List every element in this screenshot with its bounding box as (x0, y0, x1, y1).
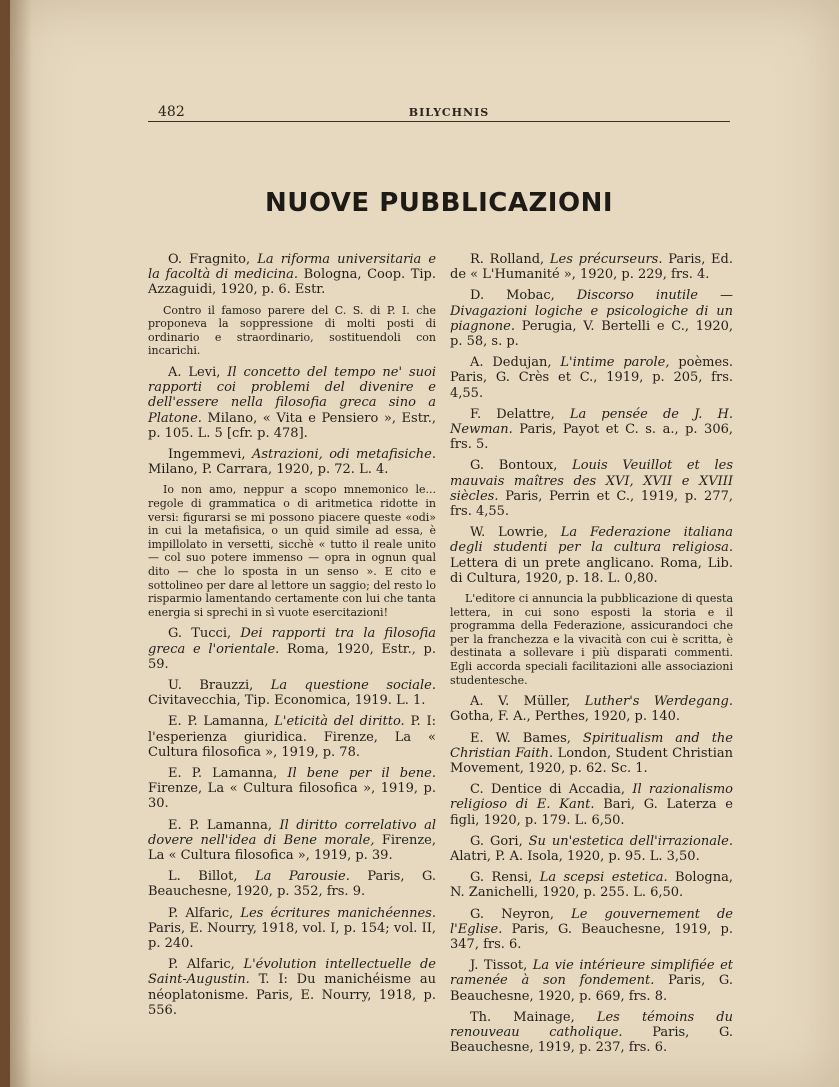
entry-details: Perugia, V. Bertelli e C., 1920, p. 58, s. p. (450, 318, 733, 350)
entry-details: London, Student Christian Movement, 1920, p. 62. Sc. 1. (450, 745, 733, 777)
entry-title: L'évolution intellectuelle de Saint-Augustin. (148, 957, 436, 988)
bibliography-entry (148, 626, 436, 672)
entry-title: Il bene per il bene. (287, 765, 436, 781)
entry-title: L'intime parole, (560, 355, 670, 371)
bibliography-entry (450, 1010, 733, 1056)
bibliography-entry (148, 678, 436, 708)
entry-author: Th. Mainage, (470, 1009, 575, 1025)
entry-author: G. Rensi, (470, 870, 533, 886)
section-title: NUOVE PUBBLICAZIONI (264, 188, 614, 218)
editorial-note: Contro il famoso parere del C. S. di P. I. che proponeva la soppressione di molti posti di ordinario e straordinario, sostituendoli con incarichi. (148, 303, 436, 358)
entry-author: O. Fragnito, (168, 252, 251, 267)
entry-details: Lettera di un prete anglicano. Roma, Lib. di Cultura, 1920, p. 18. L. 0,80. (450, 555, 733, 586)
entry-details: Alatri, P. A. Isola, 1920, p. 95. L. 3,50. (450, 849, 700, 865)
entry-author: C. Dentice di Accadia, (470, 782, 625, 798)
entry-author: P. Alfaric, (168, 905, 234, 921)
entry-title: Luther's Werdegang. (584, 694, 733, 710)
editorial-note: L'editore ci annuncia la pubblicazione di questa lettera, in cui sono esposti la storia e il programma della Federazione, assicurandoci che per la franchezza e la vivacità con cui è scritta, è destinata a sollevare i più disparati commenti. Egli accorda speciali facilitazioni alle associazioni studentesche. (450, 592, 733, 687)
entry-details: Civitavecchia, Tip. Economica, 1919. L. 1. (148, 693, 426, 709)
entry-author: A. V. Müller, (470, 694, 571, 710)
bibliography-entry (148, 906, 436, 952)
entry-title: Les écritures manichéennes. (240, 905, 436, 921)
entry-title: L'eticità del diritto. (274, 714, 405, 730)
entry-author: J. Tissot, (470, 958, 528, 974)
entry-title: La scepsi estetica. (539, 870, 668, 886)
entry-title: Spiritualism and the Christian Faith. (450, 730, 733, 761)
entry-title: Les précurseurs. (549, 252, 663, 267)
entry-author: G. Gori, (470, 833, 523, 849)
entry-author: Ingemmevi, (168, 447, 246, 462)
bibliography-entry (450, 731, 733, 777)
bibliography-entry (148, 714, 436, 760)
bibliography-entry (148, 447, 436, 477)
page-header (158, 104, 740, 122)
bibliography-entry (450, 870, 733, 900)
entry-details: Paris, Payot et C. s. a., p. 306, frs. 5. (450, 422, 733, 453)
entry-details: Roma, 1920, Estr., p. 59. (148, 641, 437, 672)
entry-details: T. I: Du manichéisme au néoplatonisme. Paris, E. Nourry, 1918, p. 556. (148, 972, 436, 1018)
entry-author: G. Neyron, (470, 906, 555, 922)
bibliography-entry (450, 355, 733, 401)
bibliography-entry (450, 907, 733, 953)
bibliography-entry (148, 365, 436, 441)
entry-title: La Parousie. (254, 869, 350, 885)
bibliography-entry (148, 252, 436, 298)
bibliography-entry (450, 458, 733, 519)
editorial-note: Io non amo, neppur a scopo mnemonico le... regole di grammatica o di aritmetica ridotte in versi: figurarsi se mi possono piacere queste «odi» in cui la metafisica, o un quid simile ad essa, è impillolato in versetti, sicchè « tutto il reale unito — col suo potere immenso — opra in ognun qual dito — che lo sposta in un senso ». E cito e sottolineo per dare al lettore un saggio; del resto lo risparmio lamentando certamente con lui che tanta energia si sprechi in sì vuote esercitazioni! (148, 483, 436, 619)
bibliography-entry (148, 766, 436, 812)
bibliography-entry (450, 407, 733, 453)
entry-title: La riforma universitaria e la facoltà di medicina. (148, 252, 437, 283)
left-column (148, 252, 436, 1024)
entry-author: E. W. Bames, (470, 730, 571, 746)
entry-author: W. Lowrie, (470, 525, 548, 541)
running-title: BILYCHNIS (408, 106, 490, 119)
entry-author: A. Levi, (168, 364, 221, 380)
entry-title: La Federazione italiana degli studenti per la cultura religiosa. (450, 525, 733, 556)
entry-details: Paris, E. Nourry, 1918, vol. I, p. 154; vol. II, p. 240. (148, 920, 436, 951)
entry-author: E. P. Lamanna, (168, 817, 272, 833)
entry-author: D. Mobac, (470, 288, 555, 304)
bibliography-entry (148, 957, 436, 1018)
bibliography-entry (450, 782, 733, 828)
entry-title: La questione sociale. (270, 677, 437, 693)
entry-title: Les témoins du renouveau catholique. (450, 1009, 733, 1041)
entry-details: poèmes. Paris, G. Crès et C., 1919, p. 205, frs. 4,55. (450, 355, 734, 401)
entry-details: Paris, Ed. de « L'Humanité », 1920, p. 229, frs. 4. (450, 252, 733, 283)
entry-details: Firenze, La « Cultura filosofica », 1919, p. 39. (148, 832, 436, 863)
bibliography-entry (450, 525, 733, 586)
entry-author: F. Delattre, (470, 406, 555, 422)
entry-title: Il diritto correlativo al dovere nell'idea di Bene morale, (148, 817, 436, 848)
bibliography-entry (450, 694, 733, 724)
entry-title: Le gouvernement de l'Eglise. (450, 906, 733, 937)
entry-details: Milano, « Vita e Pensiero », Estr., p. 105. L. 5 [cfr. p. 478]. (148, 410, 436, 441)
entry-title: Dei rapporti tra la filosofia greca e l'orientale. (148, 626, 436, 657)
entry-details: Milano, P. Carrara, 1920, p. 72. L. 4. (148, 462, 389, 478)
entry-title: Il razionalismo religioso di E. Kant. (450, 782, 733, 813)
bibliography-entry (148, 869, 436, 899)
bibliography-entry (450, 834, 733, 864)
entry-title: Il concetto del tempo ne' suoi rapporti coi problemi del divenire e dell'essere nella filosofia greca sino a Platone. (148, 364, 436, 426)
entry-author: A. Dedujan, (470, 355, 552, 371)
entry-title: Louis Veuillot et les mauvais maîtres des XVI, XVII e XVIII siècles. (450, 458, 733, 504)
entry-title: Astrazioni, odi metafisiche. (252, 447, 436, 462)
entry-author: E. P. Lamanna, (168, 765, 278, 781)
entry-title: La vie intérieure simplifiée et ramenée à son fondement. (450, 958, 733, 989)
bibliography-entry (450, 958, 733, 1004)
right-column (450, 252, 733, 1061)
entry-details: Paris, Perrin et C., 1919, p. 277, frs. 4,55. (450, 488, 733, 520)
entry-title: La pensée de J. H. Newman. (450, 406, 733, 438)
page-number: 482 (158, 104, 185, 120)
entry-author: L. Billot, (168, 869, 238, 885)
entry-details: Bologna, Coop. Tip. Azzaguidi, 1920, p. 6. Estr. (148, 267, 436, 298)
entry-author: U. Brauzzi, (168, 677, 254, 693)
bibliography-entry (148, 818, 436, 864)
bibliography-entry (450, 288, 733, 349)
entry-details: Paris, G. Beauchesne, 1920, p. 352, frs. 9. (148, 869, 437, 900)
entry-details: Gotha, F. A., Perthes, 1920, p. 140. (450, 709, 681, 725)
bibliography-entry (450, 252, 733, 282)
entry-author: G. Tucci, (168, 626, 232, 642)
entry-author: R. Rolland, (470, 252, 545, 267)
entry-details: Bari, G. Laterza e figli, 1920, p. 179. L. 6,50. (450, 797, 733, 828)
entry-details: Paris, G. Beauchesne, 1919, p. 347, frs. 6. (450, 921, 733, 953)
entry-details: Paris, G. Beauchesne, 1920, p. 669, frs. 8. (450, 973, 733, 1004)
entry-title: Discorso inutile — Divagazioni logiche e psicologiche di un piagnone. (450, 288, 733, 334)
entry-title: Su un'estetica dell'irrazionale. (528, 833, 733, 849)
entry-details: Bologna, N. Zanichelli, 1920, p. 255. L. 6,50. (450, 870, 733, 901)
entry-author: P. Alfaric, (168, 957, 235, 973)
entry-details: Firenze, La « Cultura filosofica », 1919, p. 30. (148, 781, 436, 812)
header-rule (148, 121, 730, 122)
entry-author: G. Bontoux, (470, 458, 558, 474)
entry-author: E. P. Lamanna, (168, 714, 269, 730)
entry-details: Paris, G. Beauchesne, 1919, p. 237, frs. 6. (450, 1025, 733, 1056)
entry-details: P. I: l'esperienza giuridica. Firenze, La « Cultura filosofica », 1919, p. 78. (148, 714, 436, 760)
